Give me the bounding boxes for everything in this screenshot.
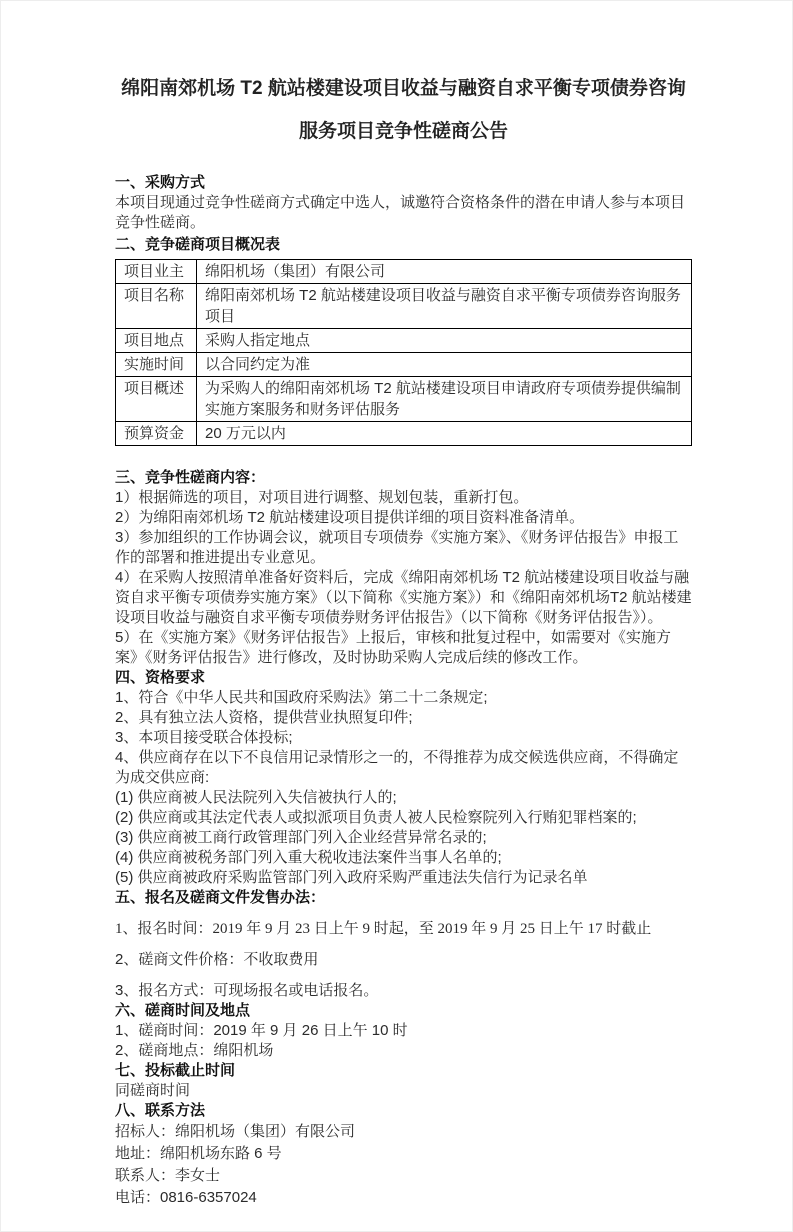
table-row-value: 绵阳机场（集团）有限公司	[197, 260, 692, 284]
section-7-heading: 七、投标截止时间	[115, 1062, 236, 1079]
table-row-value: 为采购人的绵阳南郊机场 T2 航站楼建设项目申请政府专项债券提供编制实施方案服务和财务评估服务	[197, 377, 692, 422]
budget-amount: 20 万元以内	[197, 422, 692, 446]
list-item: (1) 供应商被人民法院列入失信被执行人的;	[115, 789, 397, 806]
table-row-label: 项目概述	[116, 377, 197, 422]
section-4-heading: 四、资格要求	[115, 669, 206, 686]
list-item: (2) 供应商或其法定代表人或拟派项目负责人被人民检察院列入行贿犯罪档案的;	[115, 809, 637, 826]
section-8-heading: 八、联系方法	[115, 1102, 206, 1119]
list-item: 1、报名时间：2019 年 9 月 23 日上午 9 时起，至 2019 年 9 月 25 日上午 17 时截止	[115, 921, 652, 937]
document-title	[115, 67, 692, 153]
table-row-label: 项目名称	[116, 284, 197, 329]
list-item: 3、本项目接受联合体投标;	[115, 729, 293, 746]
list-item: 1）根据筛选的项目，对项目进行调整、规划包装，重新打包。	[115, 489, 529, 506]
list-item: 3、报名方式：可现场报名或电话报名。	[115, 982, 379, 999]
section-1-body: 本项目现通过竞争性磋商方式确定中选人，诚邀符合资格条件的潜在申请人参与本项目竞争性磋商。	[115, 194, 686, 231]
section-5-heading: 五、报名及磋商文件发售办法：	[115, 889, 326, 906]
document-title-line-1: 绵阳南郊机场 T2 航站楼建设项目收益与融资自求平衡专项债券咨询	[121, 78, 686, 99]
list-item: 4、供应商存在以下不良信用记录情形之一的，不得推荐为成交候选供应商，不得确定为成交供应商:	[115, 749, 679, 786]
table-row	[116, 377, 692, 422]
list-item: 2、磋商地点：绵阳机场	[115, 1042, 274, 1059]
section-1-heading: 一、采购方式	[115, 174, 206, 191]
document-title-line-2: 服务项目竞争性磋商公告	[298, 121, 508, 142]
list-item: 2、具有独立法人资格，提供营业执照复印件;	[115, 709, 413, 726]
table-row-label: 项目地点	[116, 329, 197, 353]
list-item: (3) 供应商被工商行政管理部门列入企业经营异常名录的;	[115, 829, 487, 846]
contact-bidder: 招标人：绵阳机场（集团）有限公司	[115, 1123, 356, 1140]
table-row-label: 实施时间	[116, 353, 197, 377]
table-row	[116, 353, 692, 377]
table-row-value: 以合同约定为准	[197, 353, 692, 377]
table-row-value: 采购人指定地点	[197, 329, 692, 353]
table-row	[116, 329, 692, 353]
table-row-label: 预算资金	[116, 422, 197, 446]
list-item: (5) 供应商被政府采购监管部门列入政府采购严重违法失信行为记录名单	[115, 869, 588, 886]
list-item: 4）在采购人按照清单准备好资料后，完成《绵阳南郊机场 T2 航站楼建设项目收益与融资自求平衡专项债券实施方案》（以下简称《实施方案》）和《绵阳南郊机场T2 航站楼建设项目收益与融资自求平衡专项债券财务评估报告》（以下简称《财务评估报告》）。	[115, 569, 692, 626]
list-item: 1、符合《中华人民共和国政府采购法》第二十二条规定;	[115, 689, 488, 706]
table-row-value: 绵阳南郊机场 T2 航站楼建设项目收益与融资自求平衡专项债券咨询服务项目	[197, 284, 692, 329]
table-row	[116, 260, 692, 284]
section-6-heading: 六、磋商时间及地点	[115, 1002, 251, 1019]
list-item: 5）在《实施方案》《财务评估报告》上报后，审核和批复过程中，如需要对《实施方案》《财务评估报告》进行修改，及时协助采购人完成后续的修改工作。	[115, 629, 671, 666]
list-item: 1、磋商时间：2019 年 9 月 26 日上午 10 时	[115, 1022, 408, 1039]
list-item: 2、磋商文件价格：不收取费用	[115, 951, 319, 968]
section-7-body: 同磋商时间	[115, 1082, 191, 1099]
project-overview-table	[115, 259, 692, 446]
list-item: (4) 供应商被税务部门列入重大税收违法案件当事人名单的;	[115, 849, 502, 866]
section-2-heading: 二、竞争磋商项目概况表	[115, 236, 281, 253]
table-row-label: 项目业主	[116, 260, 197, 284]
section-3-heading: 三、竞争性磋商内容：	[115, 469, 266, 486]
list-item: 3）参加组织的工作协调会议，就项目专项债券《实施方案》、《财务评估报告》申报工作的部署和推进提出专业意见。	[115, 529, 679, 566]
table-row	[116, 284, 692, 329]
contact-address: 地址：绵阳机场东路 6 号	[115, 1145, 282, 1162]
contact-person: 联系人：李女士	[115, 1167, 221, 1184]
contact-phone: 电话：0816-6357024	[115, 1189, 257, 1206]
list-item: 2）为绵阳南郊机场 T2 航站楼建设项目提供详细的项目资料准备清单。	[115, 509, 585, 526]
table-row	[116, 422, 692, 446]
